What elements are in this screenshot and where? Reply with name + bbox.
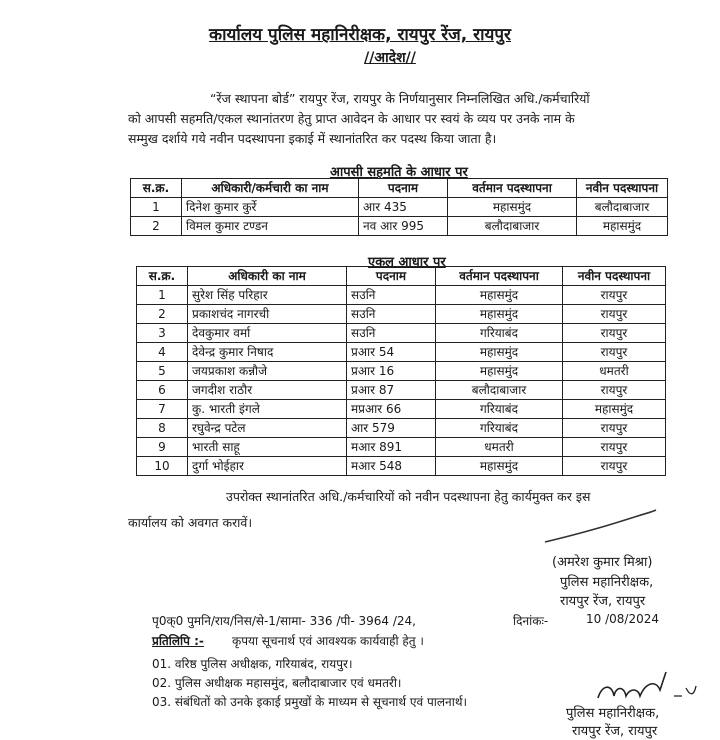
table-row [131,198,668,217]
cell-designation: मप्रआर 66 [347,400,436,419]
single-section-title: एकल आधार पर [368,255,446,270]
cell-designation: मआर 891 [347,438,436,457]
closing-line-2: कार्यालय को अवगत करावें। [128,515,253,530]
table-row [137,362,666,381]
cell-name: रघुवेन्द्र पटेल [188,419,347,438]
cell-serial: 6 [137,381,188,400]
cell-current-posting: धमतरी [436,438,563,457]
cell-new-posting: रायपुर [563,286,666,305]
col-header-serial: स.क्र. [137,267,188,286]
cell-designation: प्रआर 87 [347,381,436,400]
cell-designation: सउनि [347,305,436,324]
copy-label: प्रतिलिपि :- [152,634,204,648]
cell-new-posting: रायपुर [563,305,666,324]
cell-current-posting: गरियाबंद [436,324,563,343]
cell-new-posting: रायपुर [563,381,666,400]
cell-new-posting: रायपुर [563,324,666,343]
cell-designation: मआर 548 [347,457,436,476]
cell-name: भारती साहू [188,438,347,457]
order-heading: //आदेश// [364,50,416,66]
col-header-designation: पदनाम [359,179,448,198]
cell-name: देवकुमार वर्मा [188,324,347,343]
cell-serial: 3 [137,324,188,343]
table-row [137,324,666,343]
table-row [137,286,666,305]
cell-current-posting: गरियाबंद [436,419,563,438]
cell-designation: नव आर 995 [359,217,448,236]
table-row [137,400,666,419]
col-header-name: अधिकारी/कर्मचारी का नाम [182,179,359,198]
col-header-serial: स.क्र. [131,179,182,198]
cell-new-posting: धमतरी [563,362,666,381]
bottom-signatory-office: रायपुर रेंज, रायपुर [572,724,658,739]
cell-name: दुर्गा भोईहार [188,457,347,476]
date-value: 10 /08/2024 [586,612,659,626]
col-header-name: अधिकारी का नाम [188,267,347,286]
table-header-row [137,267,666,286]
cell-new-posting: महासमुंद [563,400,666,419]
copy-note: कृपया सूचनार्थ एवं आवश्यक कार्यवाही हेतु । [232,634,424,648]
single-table-body [137,286,666,476]
table-row [137,457,666,476]
cell-designation: सउनि [347,286,436,305]
cell-serial: 4 [137,343,188,362]
cell-designation: आर 579 [347,419,436,438]
table-header-row [131,179,668,198]
cell-designation: प्रआर 16 [347,362,436,381]
cell-current-posting: महासमुंद [436,305,563,324]
cell-current-posting: गरियाबंद [436,400,563,419]
col-header-current-posting: वर्तमान पदस्थापना [436,267,563,286]
cell-current-posting: महासमुंद [436,457,563,476]
col-header-current-posting: वर्तमान पदस्थापना [448,179,577,198]
cell-serial: 5 [137,362,188,381]
cell-new-posting: रायपुर [563,457,666,476]
table-row [137,381,666,400]
col-header-new-posting: नवीन पदस्थापना [563,267,666,286]
intro-line-2: को आपसी सहमति/एकल स्थानांतरण हेतु प्राप्त आवेदन के आधार पर स्वयं के व्यय पर उनके नाम के [128,111,575,126]
cell-new-posting: रायपुर [563,343,666,362]
table-row [137,419,666,438]
cell-current-posting: बलौदाबाजार [436,381,563,400]
table-row [131,217,668,236]
cell-name: कु. भारती इंगले [188,400,347,419]
signatory-office: रायपुर रेंज, रायपुर [560,594,646,609]
cell-designation: प्रआर 54 [347,343,436,362]
cell-current-posting: महासमुंद [436,343,563,362]
cell-new-posting: रायपुर [563,438,666,457]
mutual-transfer-table [130,178,668,236]
table-row [137,438,666,457]
copy-item-2: 02. पुलिस अधीक्षक महासमुंद, बलौदाबाजार एवं धमतरी। [152,676,402,690]
cell-current-posting: बलौदाबाजार [448,217,577,236]
copy-item-1: 01. वरिष्ठ पुलिस अधीक्षक, गरियाबंद, रायपुर। [152,657,353,671]
reference-number: पृ0क्0 पुमनि/राय/निस/से-1/सामा- 336 /पी- 3964 /24, [152,614,416,628]
cell-name: जगदीश राठौर [188,381,347,400]
cell-serial: 1 [131,198,182,217]
intro-line-3: सम्मुख दर्शाये गये नवीन पदस्थापना इकाई में स्थानांतरित कर पदस्थ किया जाता है। [128,131,497,146]
cell-serial: 10 [137,457,188,476]
cell-new-posting: बलौदाबाजार [577,198,668,217]
cell-serial: 1 [137,286,188,305]
mutual-section-title: आपसी सहमति के आधार पर [330,165,468,180]
date-label: दिनांकः- [513,614,549,628]
cell-new-posting: महासमुंद [577,217,668,236]
cell-current-posting: महासमुंद [448,198,577,217]
signature-flourish [540,508,660,548]
signatory-name: (अमरेश कुमार मिश्रा) [552,555,653,570]
cell-serial: 2 [131,217,182,236]
office-title: कार्यालय पुलिस महानिरीक्षक, रायपुर रेंज, रायपुर [209,25,511,45]
cell-name: देवेन्द्र कुमार निषाद [188,343,347,362]
cell-name: विमल कुमार टण्डन [182,217,359,236]
cell-serial: 2 [137,305,188,324]
single-transfer-table [136,266,666,476]
table-row [137,305,666,324]
cell-serial: 9 [137,438,188,457]
col-header-designation: पदनाम [347,267,436,286]
cell-name: दिनेश कुमार कुर्रे [182,198,359,217]
cell-name: जयप्रकाश कन्नौजे [188,362,347,381]
bottom-signatory-designation: पुलिस महानिरीक्षक, [566,706,660,721]
cell-current-posting: महासमुंद [436,286,563,305]
cell-designation: आर 435 [359,198,448,217]
signatory-designation: पुलिस महानिरीक्षक, [560,575,654,590]
cell-name: सुरेश सिंह परिहार [188,286,347,305]
cell-serial: 8 [137,419,188,438]
cell-name: प्रकाशचंद नागरची [188,305,347,324]
col-header-new-posting: नवीन पदस्थापना [577,179,668,198]
intro-line-1: “रेंज स्थापना बोर्ड” रायपुर रेंज, रायपुर के निर्णयानुसार निम्नलिखित अधि./कर्मचारियों [210,91,590,106]
cell-serial: 7 [137,400,188,419]
cell-new-posting: रायपुर [563,419,666,438]
table-row [137,343,666,362]
cell-designation: सउनि [347,324,436,343]
cell-current-posting: महासमुंद [436,362,563,381]
copy-item-3: 03. संबंधितों को उनके इकाई प्रमुखों के माध्यम से सूचनार्थ एवं पालनार्थ। [152,695,468,709]
closing-line-1: उपरोक्त स्थानांतरित अधि./कर्मचारियों को नवीन पदस्थापना हेतु कार्यमुक्त कर इस [226,489,591,504]
